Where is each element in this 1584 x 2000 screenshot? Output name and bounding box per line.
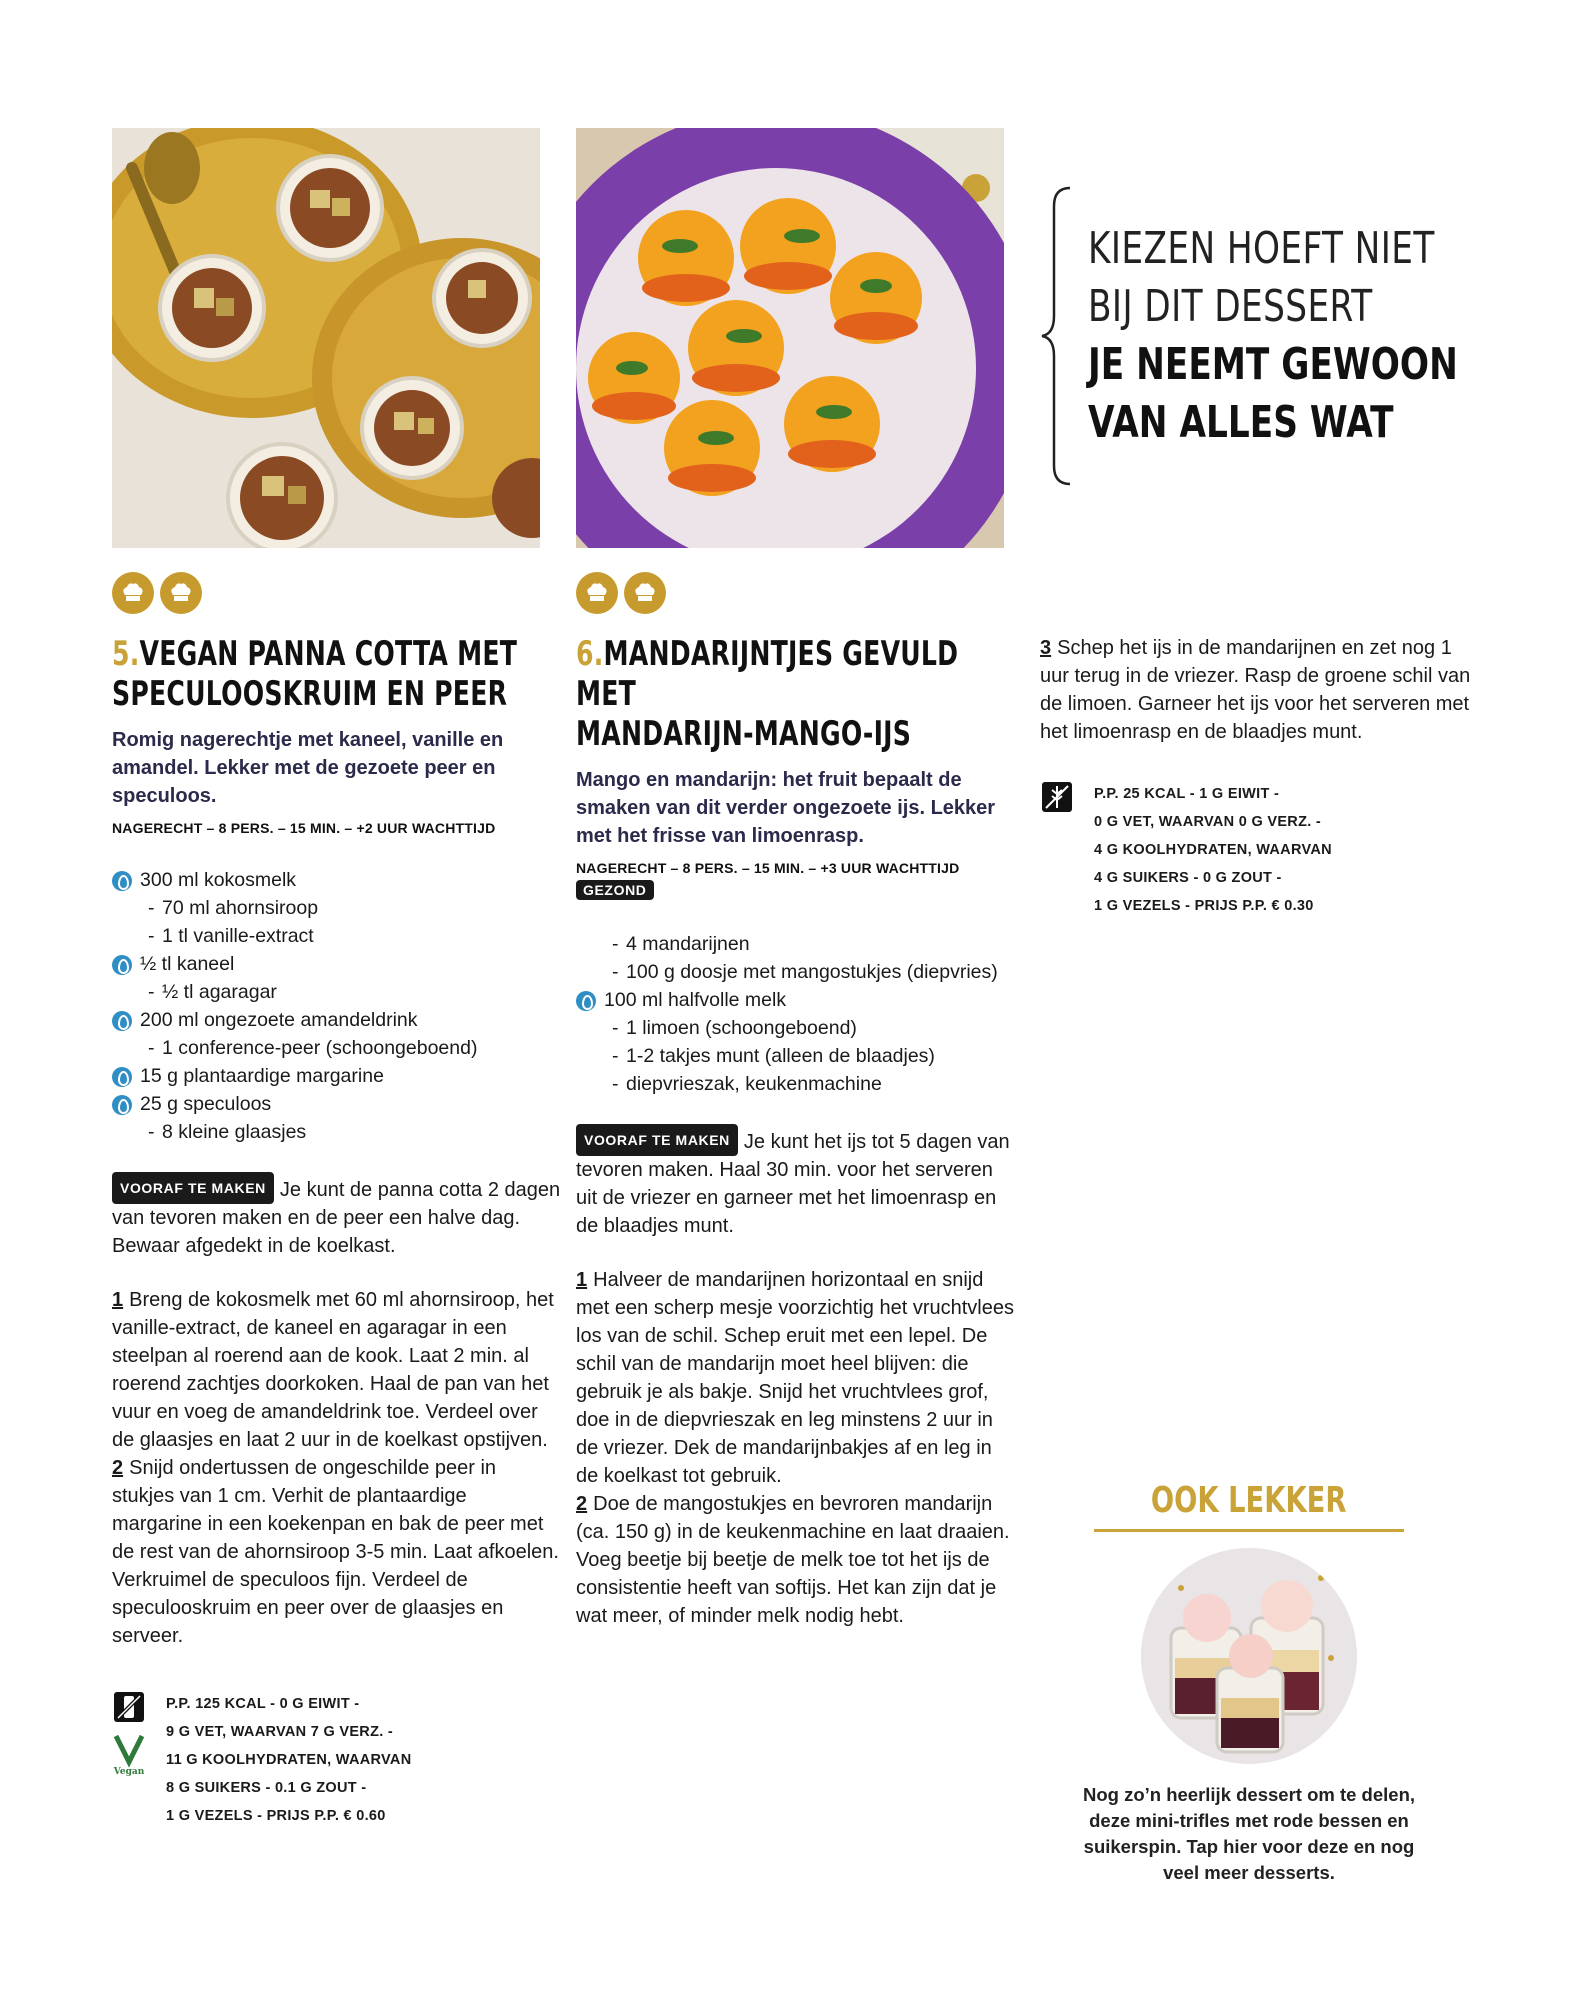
nutrition-line: 1 G VEZELS - PRIJS P.P. € 0.30 (1094, 898, 1314, 914)
quote-bold (1088, 336, 1458, 452)
step-number: 1 (576, 1269, 588, 1291)
ingredient (576, 986, 1016, 1014)
ingredient-text: ½ tl kaneel (140, 953, 235, 975)
nutrition-line: 8 G SUIKERS - 0.1 G ZOUT - (166, 1780, 367, 1796)
step (576, 1266, 1016, 1490)
title-line: MANDARIJNTJES GEVULD MET (576, 634, 959, 714)
ingredient (112, 978, 562, 1006)
prep-tag: VOORAF TE MAKEN (576, 1124, 738, 1156)
no-lactose-icon (112, 1690, 146, 1724)
ingredient-text: 1 conference-peer (schoongeboend) (162, 1037, 478, 1059)
nutrition-line: P.P. 25 KCAL - 1 G EIWIT - (1094, 786, 1280, 802)
ingredient-text: 1-2 takjes munt (alleen de blaadjes) (626, 1045, 935, 1067)
ingredient (112, 922, 562, 950)
quote-line: KIEZEN HOEFT NIET (1088, 223, 1435, 274)
step-text: Breng de kokosmelk met 60 ml ahornsiroop, het vanille-extract, de kaneel en agaragar in een steelpan al roerend aan de kook. Laat 2 min. al roerend zachtjes doorkoken. Haal de pan van het vuur en voeg de amandeldrink toe. Verdeel over de glaasjes en laat 2 uur in de koelkast opstijven. (112, 1289, 554, 1451)
ingredient (112, 950, 562, 978)
ingredient-text: ½ tl agaragar (162, 981, 277, 1003)
difficulty-rating (112, 572, 562, 620)
ingredient-list (112, 866, 562, 1146)
recipe-number: 5. (112, 634, 140, 674)
step-text: Doe de mangostukjes en bevroren mandarijn (ca. 150 g) in de keukenmachine en laat draaien. Voeg beetje bij beetje de melk toe tot het ijs de consistentie heeft van softijs. Het kan zijn dat je wat meer, of minder melk nodig hebt. (576, 1493, 1010, 1627)
nutrition-line: 1 G VEZELS - PRIJS P.P. € 0.60 (166, 1808, 386, 1824)
pull-quote (1040, 186, 1480, 486)
nutrition-info (112, 1690, 562, 1830)
ook-lekker-caption: Nog zo’n heerlijk dessert om te delen, deze mini-trifles met rode bessen en suikerspin. Tap hier voor deze en nog veel meer desserts. (1082, 1784, 1416, 1883)
mandarijn-photo (576, 128, 1004, 548)
prep-note (112, 1172, 562, 1260)
nutrition-info (1040, 780, 1480, 920)
nutrition-line: 9 G VET, WAARVAN 7 G VERZ. - (166, 1724, 394, 1740)
no-gluten-icon (1040, 780, 1074, 814)
ingredient-text: 1 tl vanille-extract (162, 925, 314, 947)
nutrition-line: 11 G KOOLHYDRATEN, WAARVAN (166, 1752, 412, 1768)
quote-light (1088, 220, 1435, 336)
ingredient (576, 1014, 1016, 1042)
ingredient (576, 930, 1016, 958)
step (576, 1490, 1016, 1630)
ingredient (112, 866, 562, 894)
vegan-alternative-icon (112, 1067, 132, 1087)
recipe-6-continued (1040, 634, 1480, 920)
divider (1094, 1529, 1404, 1532)
quote-line: JE NEEMT GEWOON (1088, 339, 1458, 390)
recipe-meta: NAGERECHT – 8 PERS. – 15 MIN. – +2 UUR WACHTTIJD (112, 820, 496, 836)
ingredient-text: diepvrieszak, keukenmachine (626, 1073, 882, 1095)
ingredient (112, 1006, 562, 1034)
ingredient-text: 300 ml kokosmelk (140, 869, 297, 891)
nutrition-line: P.P. 125 KCAL - 0 G EIWIT - (166, 1696, 360, 1712)
ingredient-list (576, 930, 1016, 1098)
step-number: 3 (1040, 637, 1052, 659)
steps (1040, 634, 1480, 746)
step (1040, 634, 1480, 746)
title-line: VEGAN PANNA COTTA MET (139, 634, 518, 674)
ingredient-text: 70 ml ahornsiroop (162, 897, 319, 919)
recipe-intro: Romig nagerechtje met kaneel, vanille en amandel. Lekker met de gezoete peer en speculoos. (112, 729, 504, 807)
title-line: SPECULOOSKRUIM EN PEER (112, 674, 508, 714)
ingredient (112, 1062, 562, 1090)
vegan-alternative-icon (112, 1095, 132, 1115)
recipe-title (112, 634, 556, 714)
vegan-alternative-icon (112, 955, 132, 975)
trifle-photo[interactable] (1141, 1548, 1357, 1764)
recipe-meta: NAGERECHT – 8 PERS. – 15 MIN. – +3 UUR WACHTTIJD (576, 860, 960, 876)
ook-lekker-heading: OOK LEKKER (1151, 1480, 1347, 1521)
recipe-6 (576, 572, 1016, 1630)
vegan-label: Vegan (113, 1767, 145, 1776)
step-text: Schep het ijs in de mandarijnen en zet nog 1 uur terug in de vriezer. Rasp de groene schil van de limoen. Garneer het ijs voor het serveren met het limoenrasp en de blaadjes munt. (1040, 637, 1471, 743)
quote-line: VAN ALLES WAT (1088, 397, 1394, 448)
recipe-number: 6. (576, 634, 604, 674)
chef-hat-icon (576, 572, 618, 614)
ingredient (112, 1034, 562, 1062)
steps (112, 1286, 562, 1650)
vegan-alternative-icon (112, 871, 132, 891)
prep-text: Je kunt de panna cotta 2 dagen van tevoren maken en de peer een halve dag. Bewaar afgedekt in de koelkast. (112, 1179, 561, 1257)
step (112, 1286, 562, 1454)
ingredient-text: 100 ml halfvolle melk (604, 989, 787, 1011)
nutrition-line: 4 G SUIKERS - 0 G ZOUT - (1094, 870, 1282, 886)
vegan-alternative-icon (576, 991, 596, 1011)
gezond-badge: GEZOND (576, 880, 654, 900)
title-line: MANDARIJN-MANGO-IJS (576, 714, 912, 754)
recipe-intro: Mango en mandarijn: het fruit bepaalt de smaken van dit verder ongezoete ijs. Lekker met het frisse van limoenrasp. (576, 769, 996, 847)
chef-hat-icon (160, 572, 202, 614)
ingredient-text: 4 mandarijnen (626, 933, 750, 955)
step (112, 1454, 562, 1650)
ingredient-text: 25 g speculoos (140, 1093, 272, 1115)
ingredient-text: 100 g doosje met mangostukjes (diepvries) (626, 961, 998, 983)
recipe-title (576, 634, 1020, 754)
quote-line: BIJ DIT DESSERT (1088, 281, 1373, 332)
ingredient (112, 1090, 562, 1118)
ingredient (576, 1070, 1016, 1098)
steps (576, 1266, 1016, 1630)
ingredient (576, 1042, 1016, 1070)
difficulty-rating (576, 572, 1016, 620)
prep-tag: VOORAF TE MAKEN (112, 1172, 274, 1204)
step-text: Halveer de mandarijnen horizontaal en snijd met een scherp mesje voorzichtig het vruchtvlees los van de schil. Schep eruit met een lepel. De schil van de mandarijn moet heel blijven: die gebruik je als bakje. Snijd het vruchtvlees grof, doe in de diepvrieszak en leg minstens 2 uur in de vriezer. Dek de mandarijnbakjes af en leg in de koelkast tot gebruik. (576, 1269, 1014, 1487)
vegan-alternative-icon (112, 1011, 132, 1031)
recipe-5 (112, 572, 562, 1830)
prep-text: Je kunt het ijs tot 5 dagen van tevoren maken. Haal 30 min. voor het serveren uit de vriezer en garneer met het limoenrasp en de blaadjes munt. (576, 1131, 1010, 1237)
ingredient (576, 958, 1016, 986)
ingredient-text: 1 limoen (schoongeboend) (626, 1017, 857, 1039)
ingredient (112, 1118, 562, 1146)
chef-hat-icon (112, 572, 154, 614)
nutrition-line: 4 G KOOLHYDRATEN, WAARVAN (1094, 842, 1332, 858)
step-text: Snijd ondertussen de ongeschilde peer in stukjes van 1 cm. Verhit de plantaardige margarine in een koekenpan en bak de peer met de rest van de ahornsiroop 3-5 min. Laat afkoelen. Verkruimel de speculoos fijn. Verdeel de speculooskruim en peer over de glaasjes en serveer. (112, 1457, 559, 1647)
ingredient-text: 15 g plantaardige margarine (140, 1065, 384, 1087)
vegan-icon (112, 1732, 146, 1776)
brace-icon (1040, 186, 1080, 486)
prep-note (576, 1124, 1016, 1240)
ingredient (112, 894, 562, 922)
step-number: 2 (112, 1457, 124, 1479)
nutrition-line: 0 G VET, WAARVAN 0 G VERZ. - (1094, 814, 1322, 830)
step-number: 2 (576, 1493, 588, 1515)
ingredient-text: 200 ml ongezoete amandeldrink (140, 1009, 418, 1031)
ingredient-text: 8 kleine glaasjes (162, 1121, 307, 1143)
chef-hat-icon (624, 572, 666, 614)
panna-cotta-photo (112, 128, 540, 548)
step-number: 1 (112, 1289, 124, 1311)
ook-lekker-promo[interactable] (1082, 1480, 1416, 1886)
